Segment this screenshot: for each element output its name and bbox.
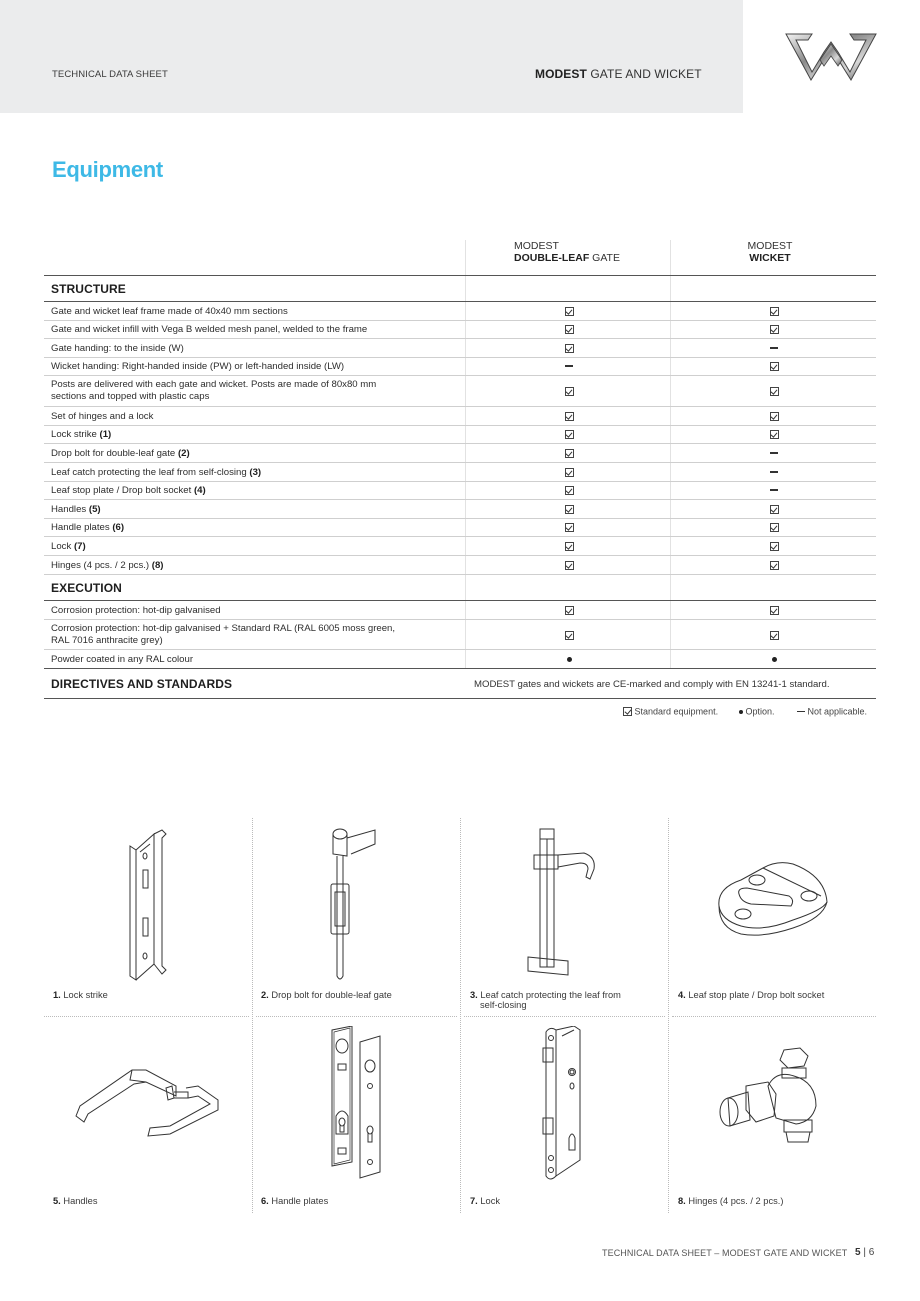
standard-check-icon: [767, 361, 781, 372]
grid-divider: [252, 818, 253, 1213]
legend-standard: [623, 706, 718, 717]
row-divider: [44, 499, 876, 500]
row-divider: [44, 357, 876, 358]
header-doc-type: TECHNICAL DATA SHEET: [52, 69, 168, 80]
section-title-directives: DIRECTIVES AND STANDARDS: [51, 677, 233, 691]
row-label: Gate handing: to the inside (W): [51, 343, 184, 354]
row-label-text: Handle plates: [51, 522, 113, 533]
figure-caption-8: [678, 1196, 858, 1206]
column-wicket-bold: WICKET: [749, 252, 791, 264]
standard-check-icon: [562, 541, 576, 552]
standard-check-icon: [562, 448, 576, 459]
hinges-icon: [716, 1046, 826, 1146]
standard-check-icon: [767, 324, 781, 335]
row-label: Set of hinges and a lock: [51, 411, 154, 422]
row-label-line2: sections and topped with plastic caps: [51, 390, 210, 402]
figure-caption-1: [53, 990, 233, 1000]
page-number: [855, 1247, 874, 1258]
row-divider: [44, 443, 876, 444]
figure-caption-7: [470, 1196, 650, 1206]
header-product-title: [535, 67, 702, 81]
standard-check-icon: [562, 467, 576, 478]
column-gate-line2: [514, 252, 620, 264]
standard-check-icon: [562, 630, 576, 641]
column-gate-bold: DOUBLE-LEAF: [514, 252, 590, 264]
figure-caption-4: [678, 990, 858, 1000]
row-ref: (2): [177, 448, 190, 459]
figure-caption-text: Lock strike: [63, 990, 108, 1000]
row-divider: [44, 375, 876, 376]
row-divider: [44, 619, 876, 620]
grid-divider: [460, 818, 461, 1213]
figure-caption-2: [261, 990, 441, 1000]
standard-check-icon: [767, 504, 781, 515]
column-gate-rest: GATE: [589, 252, 620, 264]
standard-check-icon: [562, 411, 576, 422]
option-dot-icon: [562, 654, 576, 665]
handle-plates-icon: [328, 1026, 384, 1180]
table-rule: [44, 275, 876, 276]
row-label-line1: Posts are delivered with each gate and wicket. Posts are made of 80x80 mm: [51, 379, 377, 390]
not-applicable-dash-icon: [797, 711, 805, 712]
row-divider: [44, 320, 876, 321]
row-ref: (5): [88, 504, 101, 515]
figure-caption-text: Lock: [480, 1196, 500, 1206]
row-label: [51, 560, 164, 572]
row-label: [51, 485, 206, 497]
column-header-wicket: [670, 240, 870, 275]
not-applicable-dash-icon: [767, 343, 781, 354]
not-applicable-dash-icon: [767, 448, 781, 459]
table-rule: [44, 698, 876, 699]
standard-check-icon: [767, 541, 781, 552]
figure-caption-6: [261, 1196, 441, 1206]
figure-caption-text: Leaf catch protecting the leaf from: [480, 990, 621, 1000]
row-label: [51, 623, 395, 646]
row-label: Wicket handing: Right-handed inside (PW) or left-handed inside (LW): [51, 361, 345, 372]
footer-text: TECHNICAL DATA SHEET – MODEST GATE AND WICKET: [602, 1248, 848, 1258]
legend-option-label: Option.: [745, 706, 775, 717]
standard-check-icon: [767, 306, 781, 317]
row-divider: [44, 518, 876, 519]
section-title-structure: STRUCTURE: [51, 282, 126, 296]
row-label: [51, 504, 101, 516]
legend-standard-label: Standard equipment.: [634, 706, 719, 717]
figure-number: 2.: [261, 990, 269, 1000]
row-label: [51, 541, 86, 553]
grid-divider: [44, 1016, 249, 1017]
standard-check-icon: [767, 386, 781, 397]
row-label: [51, 379, 376, 402]
row-label: Gate and wicket infill with Vega B welded mesh panel, welded to the frame: [51, 324, 368, 335]
row-divider: [44, 406, 876, 407]
standard-check-icon: [562, 522, 576, 533]
row-ref: (4): [193, 485, 206, 496]
column-gate-line1: MODEST: [514, 240, 559, 252]
row-divider: [44, 481, 876, 482]
row-ref: (8): [151, 560, 164, 571]
figure-caption-text: Handle plates: [271, 1196, 329, 1206]
standard-check-icon: [767, 630, 781, 641]
standard-check-icon: [562, 386, 576, 397]
figure-caption-3: [470, 990, 650, 1010]
standard-check-icon: [767, 522, 781, 533]
figure-number: 6.: [261, 1196, 269, 1206]
row-ref: (1): [99, 429, 112, 440]
standard-check-icon: [562, 560, 576, 571]
directives-text: MODEST gates and wickets are CE-marked and comply with EN 13241-1 standard.: [474, 679, 830, 690]
figure-number: 5.: [53, 1196, 61, 1206]
drop-bolt-icon: [325, 826, 385, 984]
figure-number: 3.: [470, 990, 478, 1000]
row-label-text: Lock strike: [51, 429, 100, 440]
row-label-text: Drop bolt for double-leaf gate: [51, 448, 178, 459]
standard-check-icon: [562, 504, 576, 515]
standard-check-icon: [562, 324, 576, 335]
row-ref: (7): [73, 541, 86, 552]
standard-check-icon: [562, 343, 576, 354]
figure-caption-text-line2: self-closing: [480, 1000, 527, 1010]
standard-check-icon: [562, 605, 576, 616]
figure-number: 7.: [470, 1196, 478, 1206]
figure-caption-text: Hinges (4 pcs. / 2 pcs.): [688, 1196, 784, 1206]
grid-divider: [672, 1016, 876, 1017]
row-label-line2: RAL 7016 anthracite grey): [51, 634, 163, 646]
grid-divider: [464, 1016, 665, 1017]
header-product-bold: MODEST: [535, 67, 587, 81]
grid-divider: [668, 818, 669, 1213]
row-divider: [44, 649, 876, 650]
column-wicket-line1: MODEST: [747, 240, 793, 252]
not-applicable-dash-icon: [562, 361, 576, 372]
row-label-text: Lock: [51, 541, 74, 552]
row-label: Powder coated in any RAL colour: [51, 654, 194, 665]
section-title-execution: EXECUTION: [51, 581, 122, 595]
option-dot-icon: [739, 710, 743, 714]
row-label: [51, 522, 124, 534]
legend-option: [739, 706, 775, 717]
standard-check-icon: [767, 605, 781, 616]
figure-number: 1.: [53, 990, 61, 1000]
row-label-text: Hinges (4 pcs. / 2 pcs.): [51, 560, 152, 571]
table-rule: [44, 668, 876, 669]
figure-caption-5: [53, 1196, 233, 1206]
standard-check-icon: [623, 707, 632, 716]
column-wicket-line2: [670, 252, 870, 264]
lock-strike-icon: [126, 826, 170, 982]
standard-check-icon: [562, 485, 576, 496]
standard-check-icon: [767, 411, 781, 422]
row-divider: [44, 536, 876, 537]
not-applicable-dash-icon: [767, 467, 781, 478]
leaf-stop-plate-icon: [713, 858, 831, 944]
standard-check-icon: [767, 560, 781, 571]
row-label: Gate and wicket leaf frame made of 40x40 mm sections: [51, 306, 288, 317]
row-divider: [44, 574, 876, 575]
row-label: Corrosion protection: hot-dip galvanised: [51, 605, 221, 616]
figure-caption-text: Handles: [63, 1196, 98, 1206]
row-divider: [44, 425, 876, 426]
row-label-text: Leaf stop plate / Drop bolt socket: [51, 485, 194, 496]
not-applicable-dash-icon: [767, 485, 781, 496]
row-label-line1: Corrosion protection: hot-dip galvanised + Standard RAL (RAL 6005 moss green,: [51, 623, 396, 634]
lock-icon: [540, 1026, 586, 1182]
standard-check-icon: [562, 306, 576, 317]
option-dot-icon: [767, 654, 781, 665]
legend-na: [797, 706, 867, 717]
page-current: 5: [855, 1247, 861, 1258]
row-divider: [44, 462, 876, 463]
row-label-text: Handles: [51, 504, 89, 515]
figure-caption-text: Drop bolt for double-leaf gate: [271, 990, 392, 1000]
page-total: 6: [868, 1247, 875, 1258]
header-band: [0, 0, 743, 113]
row-divider: [44, 338, 876, 339]
figure-number: 4.: [678, 990, 686, 1000]
row-label: [51, 467, 261, 479]
w-logo-icon: [784, 30, 878, 82]
header-product-rest: GATE AND WICKET: [586, 67, 702, 81]
row-label: [51, 429, 111, 441]
leaf-catch-icon: [524, 827, 604, 985]
standard-check-icon: [767, 429, 781, 440]
row-ref: (6): [112, 522, 125, 533]
row-label: [51, 448, 190, 460]
figure-caption-text: Leaf stop plate / Drop bolt socket: [688, 990, 825, 1000]
figure-number: 8.: [678, 1196, 686, 1206]
legend-na-label: Not applicable.: [807, 706, 868, 717]
column-header-gate: [514, 240, 620, 275]
grid-divider: [256, 1016, 457, 1017]
standard-check-icon: [562, 429, 576, 440]
row-divider: [44, 555, 876, 556]
table-rule: [44, 600, 876, 601]
page-separator: |: [860, 1247, 869, 1258]
row-label-text: Leaf catch protecting the leaf from self-closing: [51, 467, 250, 478]
page-title: Equipment: [52, 157, 163, 182]
table-rule: [44, 301, 876, 302]
handles-icon: [72, 1050, 224, 1146]
column-separator: [670, 240, 671, 669]
column-separator: [465, 240, 466, 669]
row-ref: (3): [249, 467, 262, 478]
